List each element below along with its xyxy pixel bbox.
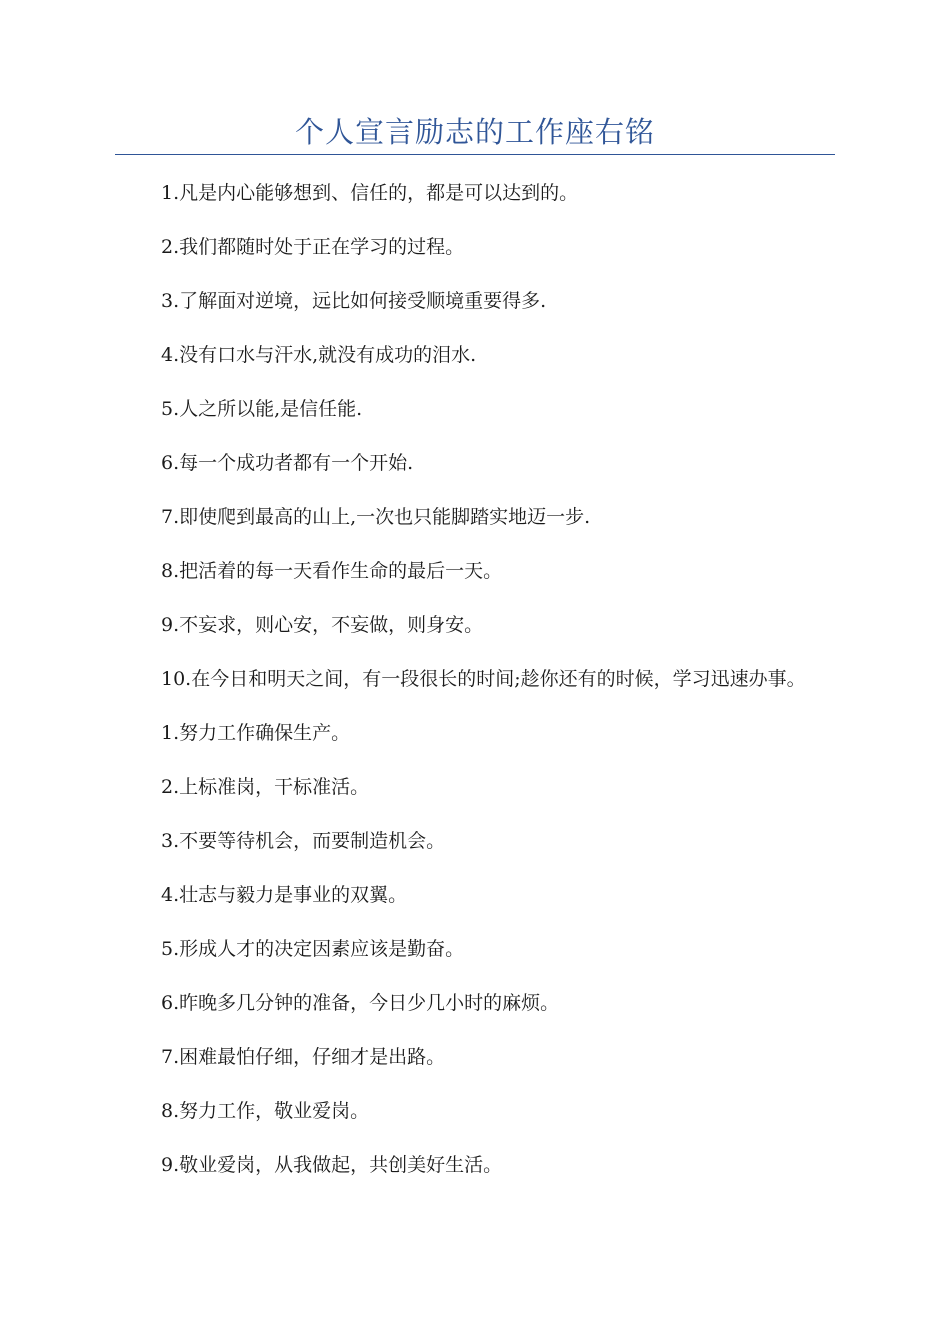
motto-paragraph: 1.努力工作确保生产。 — [161, 722, 351, 744]
motto-paragraph: 8.把活着的每一天看作生命的最后一天。 — [161, 560, 503, 582]
motto-paragraph: 1.凡是内心能够想到、信任的，都是可以达到的。 — [161, 182, 579, 204]
motto-paragraph: 7.困难最怕仔细，仔细才是出路。 — [161, 1046, 446, 1068]
motto-paragraph: 4.壮志与毅力是事业的双翼。 — [161, 884, 408, 906]
motto-paragraph: 6.昨晚多几分钟的准备，今日少几小时的麻烦。 — [161, 992, 560, 1014]
motto-paragraph: 9.敬业爱岗，从我做起，共创美好生活。 — [161, 1154, 503, 1176]
motto-paragraph: 5.人之所以能,是信任能. — [161, 398, 363, 420]
motto-paragraph: 2.我们都随时处于正在学习的过程。 — [161, 236, 465, 258]
motto-paragraph: 4.没有口水与汗水,就没有成功的泪水. — [161, 344, 477, 366]
title-underline — [115, 154, 835, 155]
motto-paragraph: 9.不妄求，则心安，不妄做，则身安。 — [161, 614, 484, 636]
motto-paragraph: 7.即使爬到最高的山上,一次也只能脚踏实地迈一步. — [161, 506, 591, 528]
motto-paragraph: 3.不要等待机会，而要制造机会。 — [161, 830, 446, 852]
motto-paragraph: 6.每一个成功者都有一个开始. — [161, 452, 414, 474]
motto-paragraph: 10.在今日和明天之间，有一段很长的时间;趁你还有的时候，学习迅速办事。 — [161, 668, 806, 690]
document-title: 个人宣言励志的工作座右铭 — [294, 115, 655, 149]
motto-list — [115, 175, 835, 1201]
motto-paragraph: 3.了解面对逆境，远比如何接受顺境重要得多. — [161, 290, 547, 312]
motto-paragraph: 8.努力工作，敬业爱岗。 — [161, 1100, 370, 1122]
motto-paragraph: 5.形成人才的决定因素应该是勤奋。 — [161, 938, 465, 960]
motto-paragraph: 2.上标准岗，干标准活。 — [161, 776, 370, 798]
